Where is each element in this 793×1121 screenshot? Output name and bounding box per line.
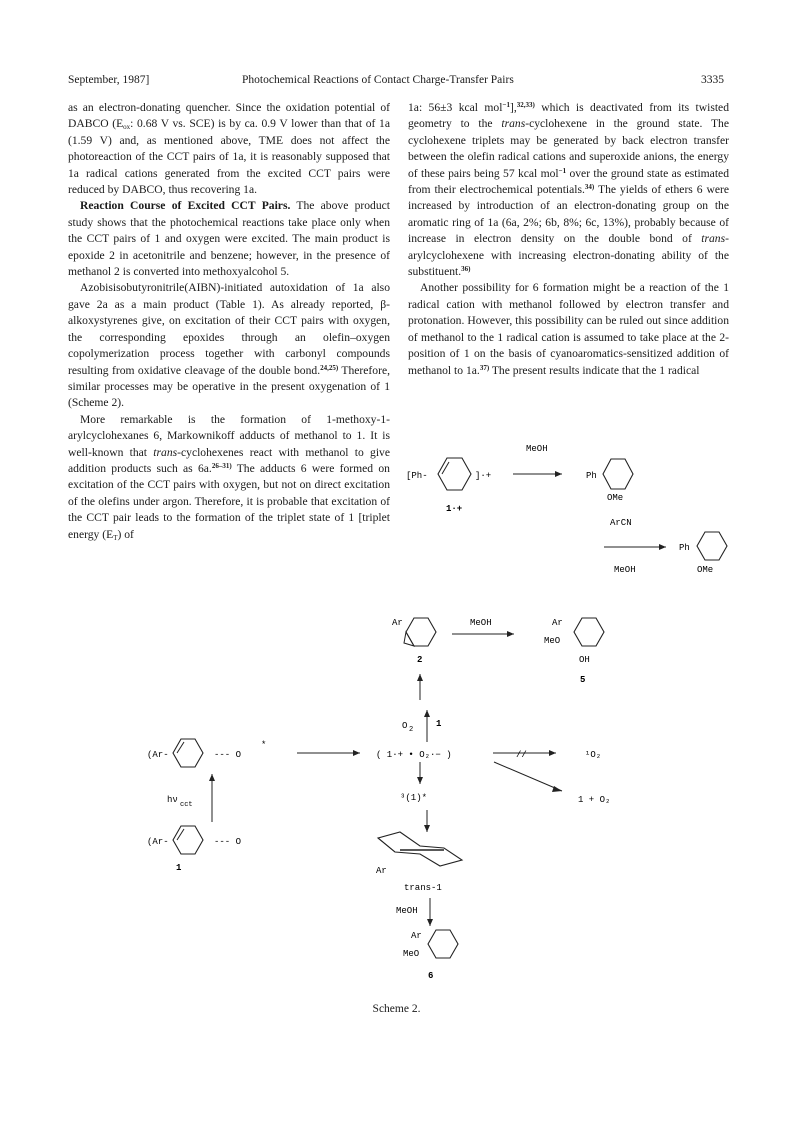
blocked-mark: // bbox=[516, 750, 527, 760]
inline-reaction-scheme bbox=[400, 440, 770, 590]
header-page-number: 3335 bbox=[701, 74, 724, 86]
methoxy-label-5: MeO bbox=[544, 636, 561, 646]
arrowhead bbox=[427, 919, 433, 926]
cyclohexane-ring bbox=[603, 459, 633, 489]
singlet-oxygen: ¹O₂ bbox=[585, 750, 602, 760]
arrowhead bbox=[555, 471, 562, 477]
methoxyalcohol-ring bbox=[574, 618, 604, 646]
reagent-arcn: ArCN bbox=[610, 518, 632, 528]
reagent-meoh-2: MeOH bbox=[614, 565, 636, 575]
left-paragraph-1: as an electron-donating quencher. Since the oxidation potential of DABCO ($E_{ox}$: 0.68 V vs. SCE) is by ca. 0.9 V lower than that of 1a (1.59 V) and, as mentioned above, TME does not affect the photoreaction of the CCT pairs of 1a, it is reasonably supposed that 1a radical cations generated from the excited CCT pairs were reduced by DABCO, thus recovering 1a. bbox=[68, 101, 390, 197]
compound-label-5: 5 bbox=[580, 675, 586, 685]
header-date: September, 1987] bbox=[68, 74, 150, 86]
aryl-label-epoxide: Ar bbox=[392, 618, 403, 628]
methoxy-ether-ring bbox=[428, 930, 458, 958]
left-paragraph-3: Azobisisobutyronitrile(AIBN)-initiated autoxidation of 1a also gave 2a as a main product (Table 1). As already reported, β-alkoxystyrenes give, on excitation of their CCT pairs with oxygen, the corresponding epoxides through an olefin–oxygen copolymerization process together with carbonyl compounds resulting from oxidative cleavage of the double bond.$^{24,25)}$ Therefore, similar processes may be operative in the present oxygenation of 1 (Scheme 2). bbox=[68, 281, 390, 410]
methoxy-label: OMe bbox=[607, 493, 624, 503]
citation: 32,33) bbox=[516, 101, 535, 109]
double-bond bbox=[442, 462, 449, 474]
excited-pair-prefix: (Ar- bbox=[147, 750, 169, 760]
left-paragraph-4: More remarkable is the formation of 1-methoxy-1-arylcyclohexanes 6, Markownikoff adducts of methanol to 1. It is well-known that trans-cyclohexenes react with methanol to give addition products such as 6a.$^{26-31)}$ The adducts 6 were formed on excitation of the CCT pairs with oxygen, but not on direct excitation of the olefins under argon. Therefore, it is probable that excitation of the CCT pair leads to the formation of the triplet state of 1 [triplet energy $(E_T)$ of bbox=[68, 412, 390, 542]
arrowhead bbox=[417, 674, 423, 681]
right-paragraph-2: Another possibility for 6 formation might be a reaction of the 1 radical cation with methanol followed by electron transfer and protonation. However, this possibility can be ruled out since addition of methanol to the 1 radical cation is assumed to take place at the 2-position of 1 on the basis of cyanoaromatics-sensitized addition of methanol to 1a.$^{37)}$ The present results indicate that the 1 radical bbox=[408, 281, 729, 377]
triplet-state: ³(1)* bbox=[400, 793, 428, 803]
methoxy-label-2: OMe bbox=[697, 565, 714, 575]
left-column bbox=[68, 100, 390, 543]
scheme-caption: Scheme 2. bbox=[372, 1003, 421, 1015]
arrowhead bbox=[507, 631, 514, 637]
reagent-meoh: MeOH bbox=[526, 444, 548, 454]
phenyl-label: Ph bbox=[586, 471, 597, 481]
epoxide-oxygen-ring bbox=[404, 632, 414, 646]
scheme-2-diagram bbox=[0, 610, 793, 995]
excited-star: * bbox=[261, 740, 267, 750]
aryl-label-5: Ar bbox=[552, 618, 563, 628]
compound-label-1-reagent: 1 bbox=[436, 719, 442, 729]
trans-1-label: trans-1 bbox=[404, 883, 442, 893]
oxygen-subscript: 2 bbox=[409, 726, 414, 734]
citation: 24,25) bbox=[320, 363, 339, 372]
reaction-arrow-back-transfer bbox=[494, 762, 562, 791]
hydroxy-label: OH bbox=[579, 655, 590, 665]
phenyl-label-2: Ph bbox=[679, 543, 690, 553]
right-column bbox=[408, 100, 729, 379]
arrowhead bbox=[659, 544, 666, 550]
citation: 36) bbox=[461, 265, 471, 274]
ground-pair-oxygen: --- O bbox=[214, 837, 242, 847]
section-heading: Reaction Course of Excited CCT Pairs. bbox=[80, 199, 291, 213]
radical-ion-pair: ( 1·+ • O₂·− ) bbox=[376, 750, 452, 760]
cyclohexene-ring bbox=[438, 458, 471, 490]
citation: 37) bbox=[479, 363, 490, 372]
epoxide-cyclohexane-ring bbox=[406, 618, 436, 646]
arrowhead bbox=[549, 750, 556, 756]
ground-pair-prefix: (Ar- bbox=[147, 837, 169, 847]
compound-label-1-radical-cation: 1·+ bbox=[446, 504, 463, 514]
products-1-and-oxygen: 1 + O₂ bbox=[578, 795, 611, 805]
oxygen-reagent: O bbox=[402, 721, 408, 731]
arrowhead bbox=[424, 710, 430, 717]
compound-label-6: 6 bbox=[428, 971, 434, 981]
arrowhead bbox=[417, 777, 423, 784]
compound-label-2: 2 bbox=[417, 655, 423, 665]
photon-label: hν bbox=[167, 795, 178, 805]
citation: 26–31) bbox=[211, 461, 232, 470]
radical-cation-bracket-right: ]·+ bbox=[475, 471, 492, 481]
arrowhead bbox=[209, 774, 215, 781]
photon-subscript: cct bbox=[180, 801, 193, 809]
excited-pair-oxygen: --- O bbox=[214, 750, 242, 760]
left-paragraph-2: Reaction Course of Excited CCT Pairs. The above product study shows that the photochemical reactions take place only when the CCT pairs of 1 and oxygen were excited. The main product is epoxide 2 in acetonitrile and benzene; however, in the presence of methanol 2 is converted into methoxyalcohol 5. bbox=[68, 199, 390, 279]
aryl-label-6: Ar bbox=[411, 931, 422, 941]
methoxy-label-6: MeO bbox=[403, 949, 420, 959]
compound-label-1: 1 bbox=[176, 863, 182, 873]
aryl-label-trans: Ar bbox=[376, 866, 387, 876]
arrowhead bbox=[424, 825, 430, 832]
citation: 34) bbox=[584, 183, 595, 192]
cyclohexane-ring-product bbox=[697, 532, 727, 560]
header-title: Photochemical Reactions of Contact Charge-Transfer Pairs bbox=[242, 74, 514, 86]
right-paragraph-1: 1a: 56±3 kcal mol$^{-1}$],$^{32,33)}$ which is deactivated from its twisted geometry to the trans-cyclohexene in the ground state. The cyclohexene triplets may be generated by back electron transfer between the olefin radical cations and superoxide anions, the energy of these pairs being 57 kcal mol$^{-1}$ over the ground state as estimated from their electrochemical potentials.$^{34)}$ The yields of ethers 6 were increased by introduction of an electron-donating group on the aromatic ring of 1a (6a, 2%; 6b, 8%; 6c, 13%), probably because of increase in electron density on the double bond of trans-arylcyclohexene with increasing electron-donating ability of the substituent.$^{36)}$ bbox=[408, 101, 729, 279]
reagent-meoh-to-6: MeOH bbox=[396, 906, 418, 916]
radical-cation-bracket-left: [Ph- bbox=[406, 471, 428, 481]
reagent-meoh-scheme2: MeOH bbox=[470, 618, 492, 628]
arrowhead bbox=[353, 750, 360, 756]
